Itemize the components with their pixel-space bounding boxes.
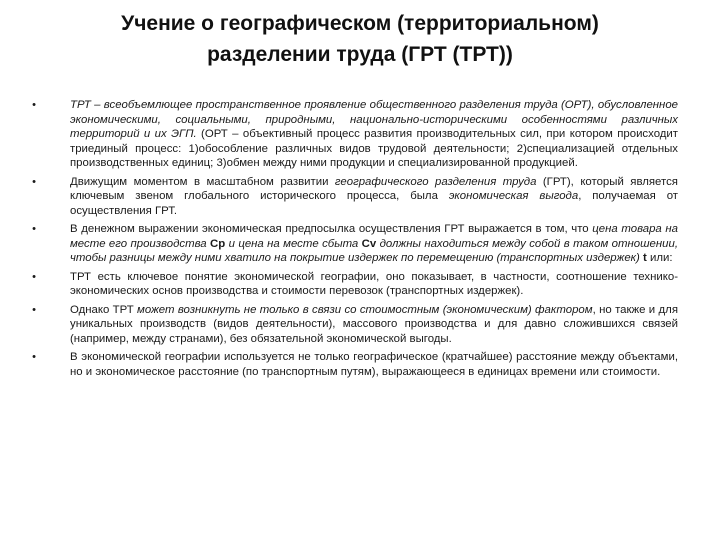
bullet-icon: • bbox=[32, 175, 36, 188]
bullet-icon: • bbox=[32, 223, 36, 235]
title-line-2: разделении труда (ГРТ (ТРТ)) bbox=[207, 43, 513, 66]
bullet-icon: • bbox=[32, 270, 36, 283]
page-title bbox=[40, 8, 680, 70]
paragraph-text: В денежном выражении экономическая предпосылка осуществления ГРТ выражается в том, что bbox=[70, 223, 593, 235]
paragraph-text: (ГРТ), который является ключевым звеном глобального исторического процесса, была bbox=[70, 175, 678, 202]
paragraph-text: или: bbox=[646, 252, 673, 264]
formula-symbol: Сv bbox=[361, 237, 377, 250]
bullet-item bbox=[28, 175, 678, 219]
paragraph-text: , получаемая от осуществления ГРТ. bbox=[70, 190, 679, 217]
paragraph-text: (ОРТ – объективный процесс развития производительных сил, при котором происходит триединый процесс: 1)обособление различных видов трудовой деятельности; 2)специализацией отдельных производственных единиц; 3)обмен между ними продукции и специализированной продукцией. bbox=[70, 128, 679, 169]
title-line-1: Учение о географическом (территориальном) bbox=[121, 12, 599, 35]
emphasis-text: экономическая выгода bbox=[448, 190, 579, 202]
paragraph-text: Однако ТРТ bbox=[70, 303, 138, 316]
emphasis-text: может возникнуть не только в связи со стоимостным (экономическим) фактором bbox=[137, 303, 593, 316]
paragraph-text: ТРТ есть ключевое понятие экономической географии, оно показывает, в частности, соотношение технико-экономических основ производства и стоимости перевозок (транспортных издержек). bbox=[70, 270, 678, 297]
bullet-icon: • bbox=[32, 99, 36, 111]
bullet-item bbox=[28, 303, 678, 347]
emphasis-text: цена товара на месте его производства bbox=[70, 223, 679, 250]
bullet-item bbox=[28, 98, 678, 171]
paragraph-text: , но также и для уникальных производств (видов деятельности), массового производства и для давно сложившихся связей (например, между странами), без обязательной экономической выгоды. bbox=[70, 303, 678, 345]
emphasis-text: географического разделения труда bbox=[334, 175, 537, 188]
bullet-item bbox=[28, 222, 678, 266]
formula-symbol: Ср bbox=[210, 237, 226, 250]
emphasis-text: и цена на месте сбыта bbox=[225, 237, 362, 250]
bullet-icon: • bbox=[32, 303, 36, 316]
paragraph-text: Движущим моментом в масштабном развитии bbox=[70, 175, 335, 188]
emphasis-text: должны находиться между собой в таком отношении, чтобы разницы между ними хватило на покрытие издержек по перемещению (транспортных издержек) bbox=[70, 237, 678, 264]
bullet-item bbox=[28, 350, 678, 379]
paragraph-text: В экономической географии используется не только географическое (кратчайшее) расстояние между объектами, но и экономическое расстояние (по транспортным путям), выражающееся в единицах времени или стоимости. bbox=[70, 351, 678, 378]
bullet-list bbox=[28, 98, 678, 383]
bullet-item bbox=[28, 270, 678, 299]
bullet-icon: • bbox=[32, 351, 36, 363]
formula-symbol: t bbox=[643, 252, 647, 264]
definition-text: ТРТ – всеобъемлющее пространственное проявление общественного разделения труда (ОРТ), обусловленное экономическими, социальными, природными, национально-историческими особенностями различных территорий и их ЭГП. bbox=[70, 99, 678, 140]
